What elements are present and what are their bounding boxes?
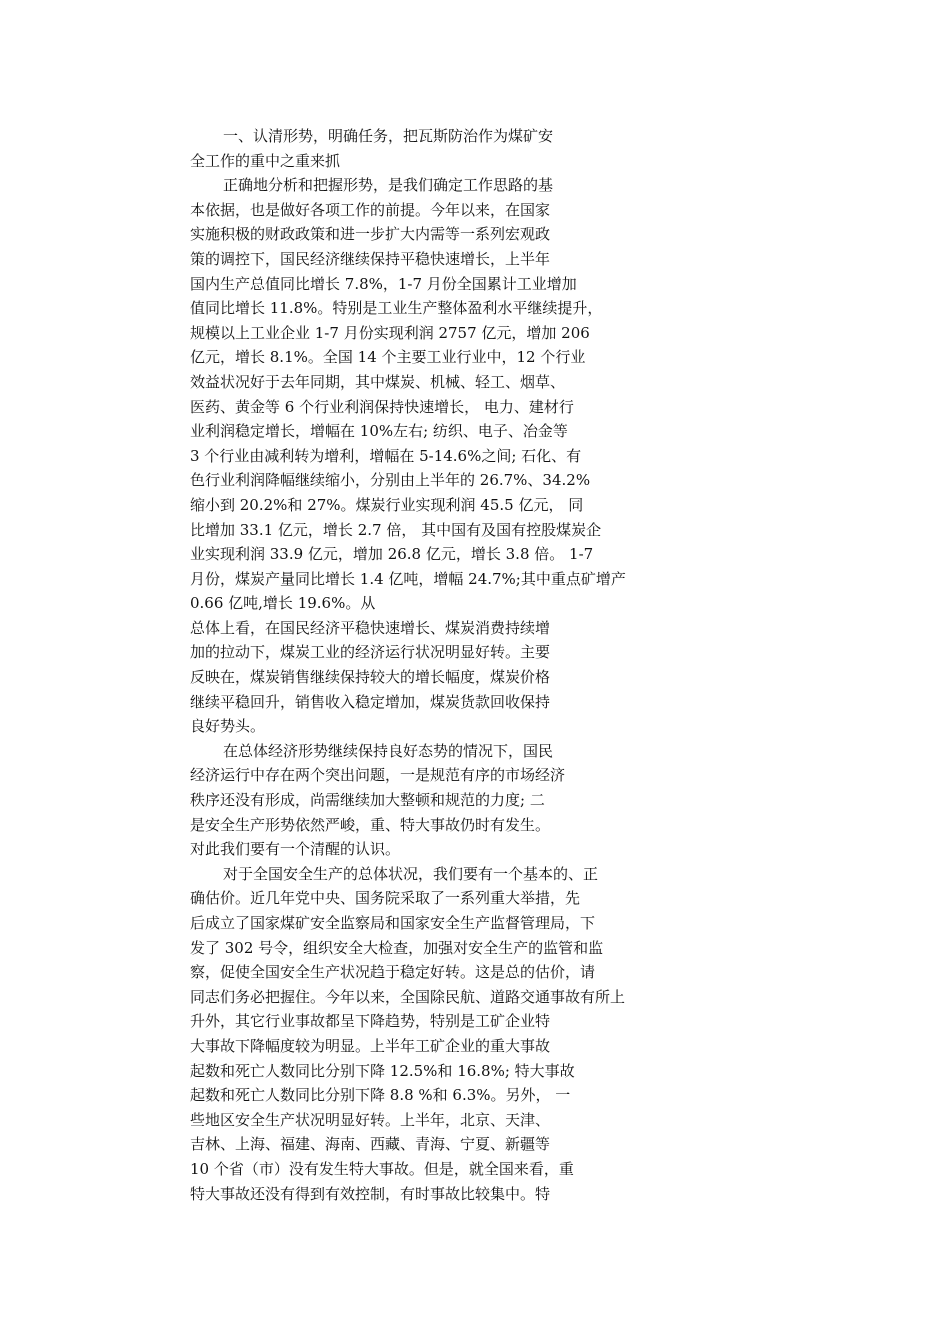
paragraph-line: 发了 302 号令，组织安全大检查，加强对安全生产的监管和监 <box>190 938 604 957</box>
paragraph-line: 实施积极的财政政策和进一步扩大内需等一系列宏观政 <box>190 225 551 244</box>
paragraph-line: 色行业利润降幅继续缩小，分别由上半年的 26.7%、34.2% <box>190 471 591 490</box>
paragraph-line: 同志们务必把握住。今年以来，全国除民航、道路交通事故有所上 <box>190 987 626 1006</box>
paragraph-line: 是安全生产形势依然严峻，重、特大事故仍时有发生。 <box>190 815 551 834</box>
paragraph-line: 后成立了国家煤矿安全监察局和国家安全生产监督管理局，下 <box>190 914 596 932</box>
section-heading-line: 全工作的重中之重来抓 <box>190 151 341 170</box>
paragraph-line: 在总体经济形势继续保持良好态势的情况下，国民 <box>223 741 554 760</box>
paragraph-line: 确估价。近几年党中央、国务院采取了一系列重大举措，先 <box>190 889 581 908</box>
paragraph-line: 总体上看，在国民经济平稳快速增长、煤炭消费持续增 <box>190 618 551 637</box>
paragraph-line: 继续平稳回升，销售收入稳定增加，煤炭货款回收保持 <box>190 692 551 711</box>
paragraph-line: 医药、黄金等 6 个行业利润保持快速增长， 电力、建材行 <box>190 397 574 416</box>
paragraph-line: 亿元，增长 8.1%。全国 14 个主要工业行业中，12 个行业 <box>190 348 586 367</box>
paragraph-line: 升外，其它行业事故都呈下降趋势，特别是工矿企业特 <box>190 1012 551 1031</box>
paragraph-line: 起数和死亡人数同比分别下降 8.8 %和 6.3%。另外， 一 <box>190 1086 571 1105</box>
paragraph-line: 对此我们要有一个清醒的认识。 <box>190 840 401 859</box>
paragraph-line: 0.66 亿吨,增长 19.6%。从 <box>190 594 376 613</box>
paragraph-line: 察，促使全国安全生产状况趋于稳定好转。这是总的估价，请 <box>190 963 596 982</box>
paragraph-line: 比增加 33.1 亿元，增长 2.7 倍， 其中国有及国有控股煤炭企 <box>190 520 602 539</box>
paragraph-line: 缩小到 20.2%和 27%。煤炭行业实现利润 45.5 亿元， 同 <box>190 495 584 514</box>
paragraph-line: 良好势头。 <box>190 717 266 736</box>
paragraph-line: 业利润稳定增长，增幅在 10%左右; 纺织、电子、冶金等 <box>190 422 568 441</box>
paragraph-line: 规模以上工业企业 1-7 月份实现利润 2757 亿元，增加 206 <box>190 323 590 342</box>
paragraph-line: 本依据，也是做好各项工作的前提。今年以来，在国家 <box>190 200 551 219</box>
paragraph-line: 业实现利润 33.9 亿元，增加 26.8 亿元，增长 3.8 倍。 1-7 <box>190 545 594 564</box>
document-body <box>190 124 710 1206</box>
paragraph-line: 值同比增长 11.8%。特别是工业生产整体盈利水平继续提升， <box>190 299 603 318</box>
paragraph-line: 秩序还没有形成，尚需继续加大整顿和规范的力度; 二 <box>190 791 545 810</box>
paragraph-line: 正确地分析和把握形势，是我们确定工作思路的基 <box>223 176 554 195</box>
paragraph-line: 加的拉动下，煤炭工业的经济运行状况明显好转。主要 <box>190 643 551 662</box>
paragraph-line: 起数和死亡人数同比分别下降 12.5%和 16.8%; 特大事故 <box>190 1061 575 1080</box>
paragraph-line: 效益状况好于去年同期，其中煤炭、机械、轻工、烟草、 <box>190 372 566 391</box>
paragraph-line: 经济运行中存在两个突出问题，一是规范有序的市场经济 <box>190 766 566 785</box>
paragraph-line: 月份，煤炭产量同比增长 1.4 亿吨，增幅 24.7%;其中重点矿增产 <box>190 569 626 588</box>
paragraph-line: 大事故下降幅度较为明显。上半年工矿企业的重大事故 <box>190 1036 551 1055</box>
paragraph-line: 对于全国安全生产的总体状况，我们要有一个基本的、正 <box>223 864 599 883</box>
section-heading-line: 一、认清形势，明确任务，把瓦斯防治作为煤矿安 <box>223 127 554 145</box>
paragraph-line: 反映在，煤炭销售继续保持较大的增长幅度，煤炭价格 <box>190 668 551 687</box>
paragraph-line: 3 个行业由减利转为增利，增幅在 5-14.6%之间; 石化、有 <box>190 446 582 465</box>
paragraph-line: 国内生产总值同比增长 7.8%，1-7 月份全国累计工业增加 <box>190 274 577 293</box>
paragraph-line: 特大事故还没有得到有效控制，有时事故比较集中。特 <box>190 1184 551 1203</box>
paragraph-line: 吉林、上海、福建、海南、西藏、青海、宁夏、新疆等 <box>190 1135 551 1154</box>
paragraph-line: 10 个省（市）没有发生特大事故。但是，就全国来看，重 <box>190 1159 574 1178</box>
paragraph-line: 些地区安全生产状况明显好转。上半年，北京、天津、 <box>190 1110 551 1129</box>
paragraph-line: 策的调控下，国民经济继续保持平稳快速增长，上半年 <box>190 249 551 268</box>
